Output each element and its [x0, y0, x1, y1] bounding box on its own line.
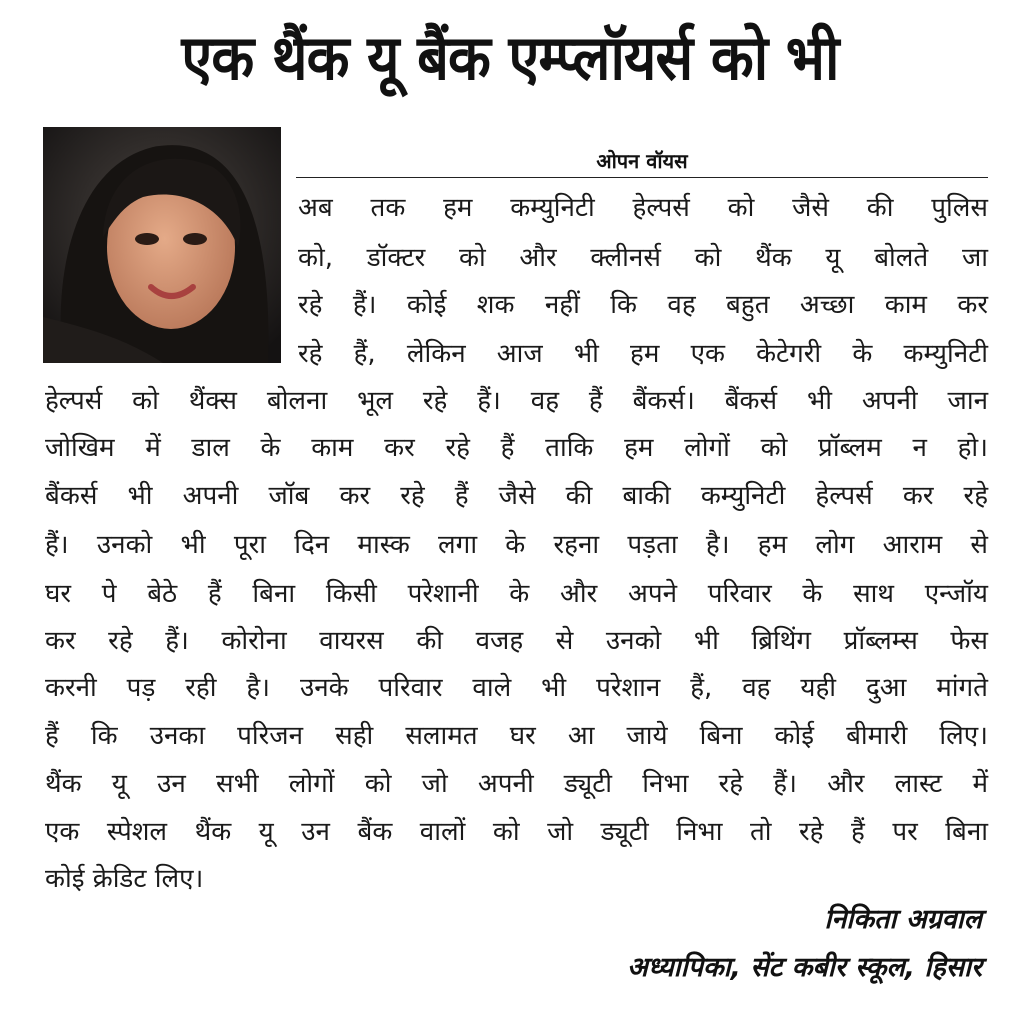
section-divider — [296, 177, 988, 178]
body-line: बैंकर्स भी अपनी जॉब कर रहे हैं जैसे की बाकी कम्युनिटी हेल्पर्स कर रहे — [45, 481, 988, 511]
body-line: करनी पड़ रही है। उनके परिवार वाले भी परेशान हैं, वह यही दुआ मांगते — [45, 673, 988, 703]
body-line: हेल्पर्स को थैंक्स बोलना भूल रहे हैं। वह हैं बैंकर्स। बैंकर्स भी अपनी जान — [45, 386, 988, 416]
section-label: ओपन वॉयस — [596, 149, 688, 173]
body-line: घर पे बेठे हैं बिना किसी परेशानी के और अपने परिवार के साथ एन्जॉय — [45, 579, 988, 609]
body-line: थैंक यू उन सभी लोगों को जो अपनी ड्यूटी निभा रहे हैं। और लास्ट में — [45, 769, 988, 799]
author-name: निकिता अग्रवाल — [824, 904, 982, 935]
portrait-photo-icon — [43, 127, 281, 363]
author-photo — [43, 127, 281, 363]
headline: एक थैंक यू बैंक एम्प्लॉयर्स को भी — [181, 21, 839, 94]
body-line: हैं। उनको भी पूरा दिन मास्क लगा के रहना पड़ता है। हम लोग आराम से — [45, 530, 988, 560]
body-line: हैं कि उनका परिजन सही सलामत घर आ जाये बिना कोई बीमारी लिए। — [45, 721, 988, 751]
body-line: रहे हैं, लेकिन आज भी हम एक केटेगरी के कम्युनिटी — [298, 339, 988, 369]
body-line: को, डॉक्टर को और क्लीनर्स को थैंक यू बोलते जा — [298, 243, 988, 273]
body-line: अब तक हम कम्युनिटी हेल्पर्स को जैसे की पुलिस — [298, 193, 988, 223]
body-line: एक स्पेशल थैंक यू उन बैंक वालों को जो ड्यूटी निभा तो रहे हैं पर बिना — [45, 817, 988, 847]
body-line: कर रहे हैं। कोरोना वायरस की वजह से उनको भी ब्रिथिंग प्रॉब्लम्स फेस — [45, 626, 988, 656]
body-line: रहे हैं। कोई शक नहीं कि वह बहुत अच्छा काम कर — [298, 290, 988, 320]
body-line: कोई क्रेडिट लिए। — [45, 864, 204, 894]
body-line: जोखिम में डाल के काम कर रहे हैं ताकि हम लोगों को प्रॉब्लम न हो। — [45, 433, 988, 463]
author-designation: अध्यापिका, सेंट कबीर स्कूल, हिसार — [627, 952, 982, 983]
